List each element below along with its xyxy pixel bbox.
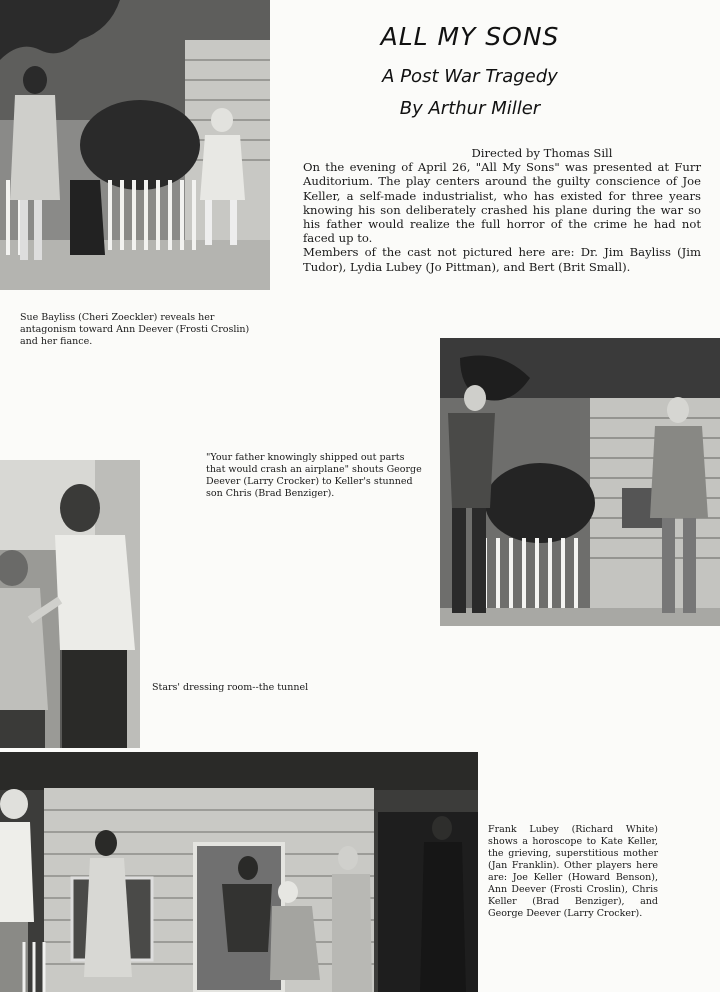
caption-photo-4: Frank Lubey (Richard White) shows a horoscope to Kate Keller, the grieving, superstitious mother (Jan Franklin). Other players here are: Joe Keller (Howard Benson), Ann Deever (Frosti Croslin), Chris Keller (Brad Benziger), and George Deever (Larry Crocker). (488, 824, 658, 919)
caption-photo-3: Stars' dressing room--the tunnel (152, 682, 309, 693)
photo-dressing-room (0, 460, 140, 748)
article-body (303, 146, 701, 274)
caption-photo-2: "Your father knowingly shipped out parts that would crash an airplane" shouts George Deever (Larry Crocker) to Keller's stunned son Chris (Brad Benziger). (206, 452, 422, 499)
photo-stage-porch-scene (0, 0, 270, 290)
directed-by: Directed by Thomas Sill (471, 146, 613, 160)
photo-george-and-chris (440, 338, 720, 626)
article-title: ALL MY SONS (380, 22, 560, 51)
article-paragraph-2: Members of the cast not pictured here are: Dr. Jim Bayliss (Jim Tudor), Lydia Lubey (Jo Pittman), and Bert (Brit Small). (303, 245, 701, 274)
article-paragraph-1: On the evening of April 26, "All My Sons" was presented at Furr Auditorium. The play centers around the guilty conscience of Joe Keller, a self-made industrialist, who has existed for three years knowing his son deliberately crashed his plane during the war so his father would realize the full horror of the crime he had not faced up to. (303, 160, 701, 246)
author-line: By Arthur Miller (399, 98, 541, 119)
caption-photo-1: Sue Bayliss (Cheri Zoeckler) reveals her antagonism toward Ann Deever (Frosti Croslin) and her fiance. (20, 312, 250, 347)
article-subtitle: A Post War Tragedy (382, 66, 558, 87)
photo-horoscope-scene (0, 752, 478, 992)
